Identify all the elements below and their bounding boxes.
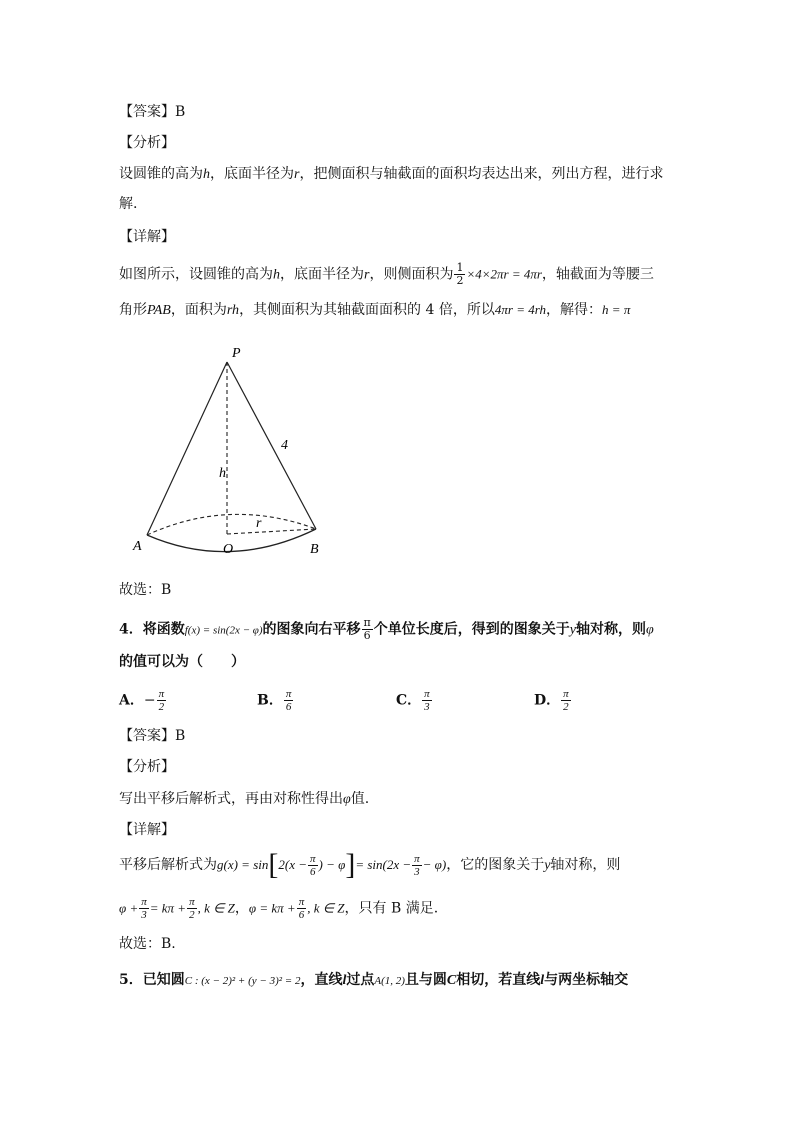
text: 相切，若直线	[456, 972, 541, 988]
numerator: 1	[456, 261, 464, 274]
text: 与两坐标轴交	[544, 972, 629, 988]
text: 角形	[119, 302, 147, 318]
var-r: r	[294, 167, 300, 182]
denominator: 2	[456, 274, 464, 287]
fraction	[308, 853, 318, 878]
denominator: 3	[141, 909, 147, 921]
option-b[interactable]	[257, 688, 294, 713]
fraction-one-half	[454, 262, 465, 287]
formula-part: = kπ +	[149, 900, 187, 916]
text: ，把侧面积与轴截面的面积均表达出来，列出方程，进行求	[299, 166, 664, 182]
q4-stem-line2: 的值可以为（ ）	[119, 654, 245, 670]
text: 写出平移后解析式，再由对称性得出	[119, 791, 343, 807]
q3-detail-line1	[119, 262, 654, 287]
text: ，解得：	[546, 302, 603, 318]
var-rh: rh	[226, 303, 240, 318]
option-fraction	[284, 688, 294, 713]
var-h: h	[203, 167, 210, 182]
q3-detail-line2	[119, 300, 630, 321]
text: ，	[234, 900, 249, 917]
q4-answer	[119, 726, 185, 746]
numerator: π	[563, 688, 569, 700]
question-number: 5．	[119, 972, 143, 988]
q3-answer	[119, 102, 185, 122]
label-b: B	[310, 542, 319, 557]
option-c[interactable]	[396, 688, 433, 713]
text: ，轴截面为等腰三	[541, 266, 654, 283]
circle-equation: C : (x − 2)² + (y − 3)² = 2	[184, 975, 301, 987]
option-label: B．	[257, 692, 283, 709]
q4-detail-line2	[119, 896, 438, 921]
denominator: 6	[298, 909, 305, 921]
right-bracket: ]	[345, 848, 356, 881]
text: ，直线	[300, 972, 343, 988]
numerator: π	[363, 616, 371, 629]
text: ，则侧面积为	[369, 266, 454, 283]
text: 轴对称，则	[575, 621, 646, 638]
var-l: l	[342, 973, 347, 988]
radius-dashed	[227, 529, 316, 534]
label-a: A	[133, 539, 142, 554]
var-r: r	[364, 267, 370, 283]
text: 值.	[350, 791, 370, 807]
q5-stem-line1	[119, 970, 628, 991]
text: 过点	[346, 972, 375, 988]
q4-analysis-text	[119, 789, 369, 810]
fraction	[297, 896, 307, 921]
fraction	[139, 896, 149, 921]
answer-value: B	[175, 104, 186, 120]
shift-fraction	[362, 617, 373, 642]
q3-analysis-line1	[119, 164, 663, 185]
formula-part: , k ∈ Z	[197, 900, 235, 916]
left-bracket: [	[268, 848, 279, 881]
option-d[interactable]	[534, 688, 572, 713]
label-side-length: 4	[281, 438, 288, 453]
var-h: h	[273, 267, 280, 283]
formula-part: 2(x −	[278, 857, 307, 872]
point-a: A(1, 2)	[374, 975, 405, 987]
q4-detail-tag: 【详解】	[119, 822, 175, 838]
label-r: r	[256, 516, 262, 531]
formula-part: ) − φ	[318, 857, 346, 872]
denominator: 6	[363, 629, 371, 642]
text: 平移后解析式为	[119, 857, 217, 873]
denominator: 6	[310, 865, 316, 878]
solution: h = π	[602, 302, 631, 317]
formula-part: g(x) = sin	[217, 857, 269, 872]
denominator: 3	[414, 865, 420, 878]
text: 的图象向右平移	[262, 621, 361, 638]
numerator: π	[141, 896, 147, 908]
equation: 4πr = 4rh	[494, 302, 547, 317]
option-fraction	[157, 688, 167, 713]
text: ，其侧面积为其轴截面面积的 4 倍，所以	[239, 302, 495, 318]
fraction	[187, 896, 197, 921]
q4-detail-line1	[119, 848, 621, 881]
denominator: 2	[158, 701, 165, 713]
q3-choose: 故选：B	[119, 582, 172, 598]
option-fraction	[422, 688, 432, 713]
text: ，它的图象关于	[446, 857, 545, 873]
slant-edge-pa	[147, 362, 227, 535]
denominator: 3	[424, 701, 430, 713]
text: 已知圆	[142, 972, 185, 988]
var-phi: φ	[645, 622, 654, 638]
numerator: π	[298, 896, 305, 908]
triangle-pab: PAB	[147, 303, 171, 318]
base-back-arc	[147, 514, 316, 535]
text: 如图所示，设圆锥的高为	[119, 266, 273, 283]
answer-tag: 【答案】	[119, 728, 175, 744]
var-phi: φ	[343, 792, 351, 807]
option-a[interactable]	[119, 688, 167, 713]
answer-tag: 【答案】	[119, 104, 175, 120]
numerator: π	[285, 688, 292, 700]
sign: −	[143, 692, 156, 709]
formula-part: − φ)	[422, 857, 447, 872]
q4-stem-line1	[119, 617, 654, 642]
text: 个单位长度后，得到的图象关于	[373, 621, 570, 638]
denominator: 2	[563, 701, 569, 713]
text: 将函数	[142, 621, 185, 638]
question-number: 4．	[119, 621, 143, 638]
numerator: π	[414, 852, 420, 865]
var-l: l	[540, 973, 545, 988]
q3-detail-tag: 【详解】	[119, 229, 175, 245]
denominator: 2	[189, 909, 195, 921]
formula-part: , k ∈ Z	[307, 900, 345, 916]
label-h: h	[219, 466, 226, 481]
option-label: D．	[534, 692, 561, 709]
text: ，底面半径为	[210, 166, 294, 182]
q3-analysis-tag: 【分析】	[119, 135, 175, 151]
text: ，底面半径为	[280, 266, 364, 283]
fraction	[412, 853, 422, 878]
formula-part: φ +	[119, 900, 139, 916]
q3-analysis-line2: 解.	[119, 196, 138, 212]
label-o: O	[223, 542, 234, 557]
denominator: 6	[285, 701, 292, 713]
text: 轴对称，则	[550, 857, 621, 873]
function-formula: f(x) = sin(2x − φ)	[184, 624, 263, 637]
var-c: C	[446, 973, 457, 988]
var-y: y	[569, 622, 576, 638]
slant-edge-pb	[227, 362, 316, 529]
formula-part: = sin(2x −	[355, 857, 412, 872]
option-label: C．	[396, 692, 422, 709]
q4-choose: 故选：B.	[119, 936, 176, 952]
label-p: P	[232, 346, 241, 361]
formula: ×4×2πr = 4πr	[466, 266, 542, 282]
formula-part: φ = kπ +	[248, 900, 296, 916]
text: ，只有 B 满足.	[344, 900, 439, 917]
answer-value: B	[175, 728, 186, 744]
cone-figure	[120, 335, 350, 565]
numerator: π	[424, 688, 430, 700]
numerator: π	[310, 852, 316, 865]
numerator: π	[158, 688, 165, 700]
option-label: A．	[119, 692, 144, 709]
option-fraction	[561, 688, 571, 713]
text: ，面积为	[170, 302, 227, 318]
text: 设圆锥的高为	[119, 166, 203, 182]
var-y: y	[544, 858, 551, 873]
numerator: π	[189, 896, 195, 908]
text: 且与圆	[404, 972, 447, 988]
q4-analysis-tag: 【分析】	[119, 759, 175, 775]
